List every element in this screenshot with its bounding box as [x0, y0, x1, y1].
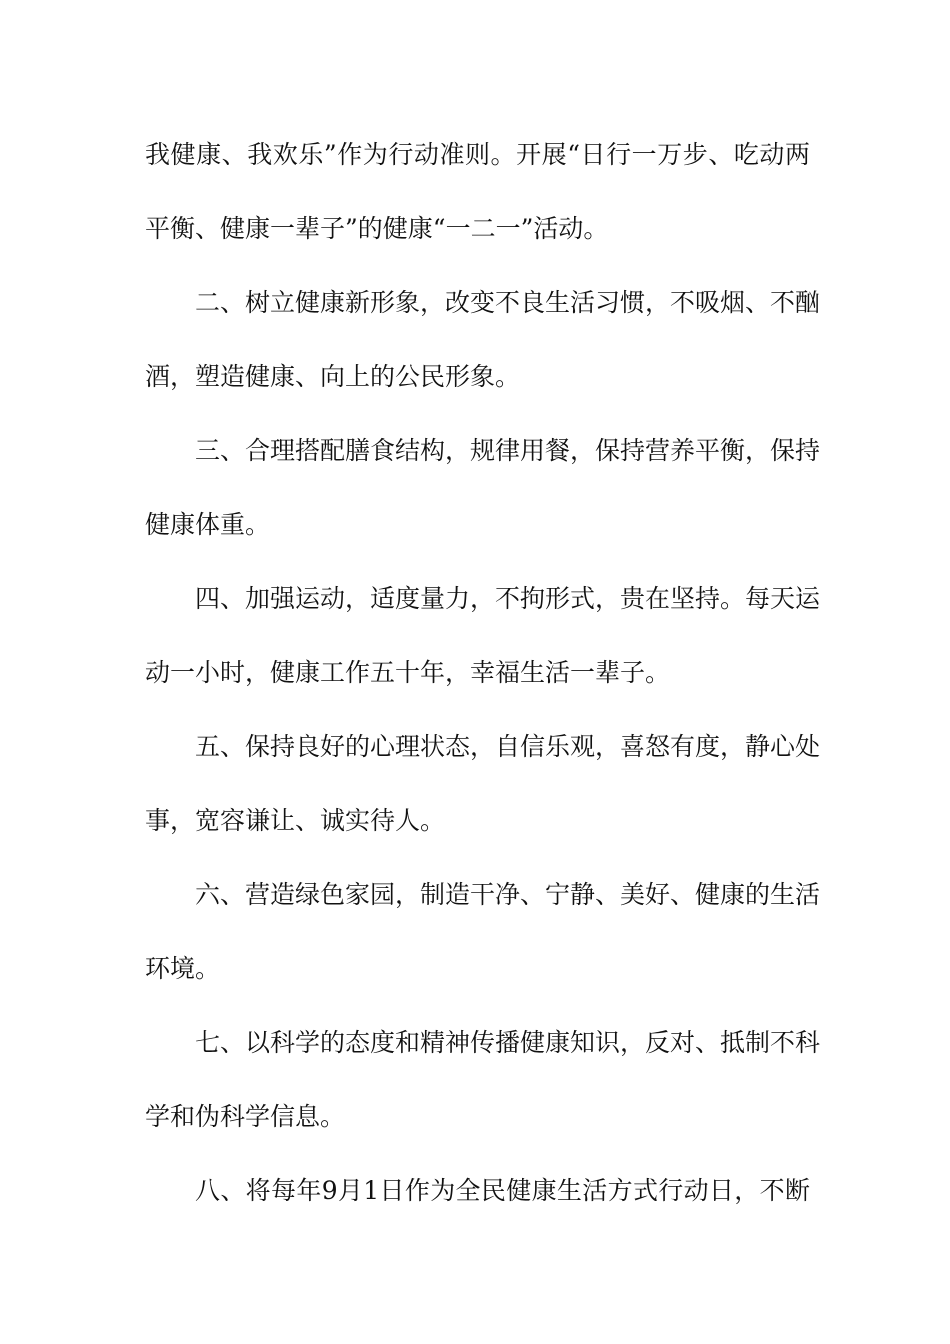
text-line: 学和伪科学信息。	[145, 1102, 346, 1131]
text-line: 动一小时，健康工作五十年，幸福生活一辈子。	[145, 658, 671, 687]
paragraph-item-4-line: 四、加强运动，适度量力，不拘形式，贵在坚持。每天运	[195, 584, 821, 613]
paragraph-item-5-line: 五、保持良好的心理状态，自信乐观，喜怒有度，静心处	[195, 732, 821, 761]
paragraph-item-3-line: 三、合理搭配膳食结构，规律用餐，保持营养平衡，保持	[195, 436, 821, 465]
paragraph-item-6-line: 六、营造绿色家园，制造干净、宁静、美好、健康的生活	[195, 880, 821, 909]
text-line: 事，宽容谦让、诚实待人。	[145, 806, 446, 835]
paragraph-item-7-line: 七、以科学的态度和精神传播健康知识，反对、抵制不科	[195, 1028, 821, 1057]
paragraph-item-8-line: 八、将每年9月1日作为全民健康生活方式行动日，不断	[195, 1176, 810, 1205]
text-line: 健康体重。	[145, 510, 271, 539]
text-line: 环境。	[145, 954, 221, 983]
text-line: 我健康、我欢乐”作为行动准则。开展“日行一万步、吃动两	[145, 140, 810, 169]
text-line: 平衡、健康一辈子”的健康“一二一”活动。	[145, 214, 609, 243]
text-line: 酒，塑造健康、向上的公民形象。	[145, 362, 521, 391]
paragraph-item-2-line: 二、树立健康新形象，改变不良生活习惯，不吸烟、不酗	[195, 288, 821, 317]
document-body	[145, 118, 821, 1228]
